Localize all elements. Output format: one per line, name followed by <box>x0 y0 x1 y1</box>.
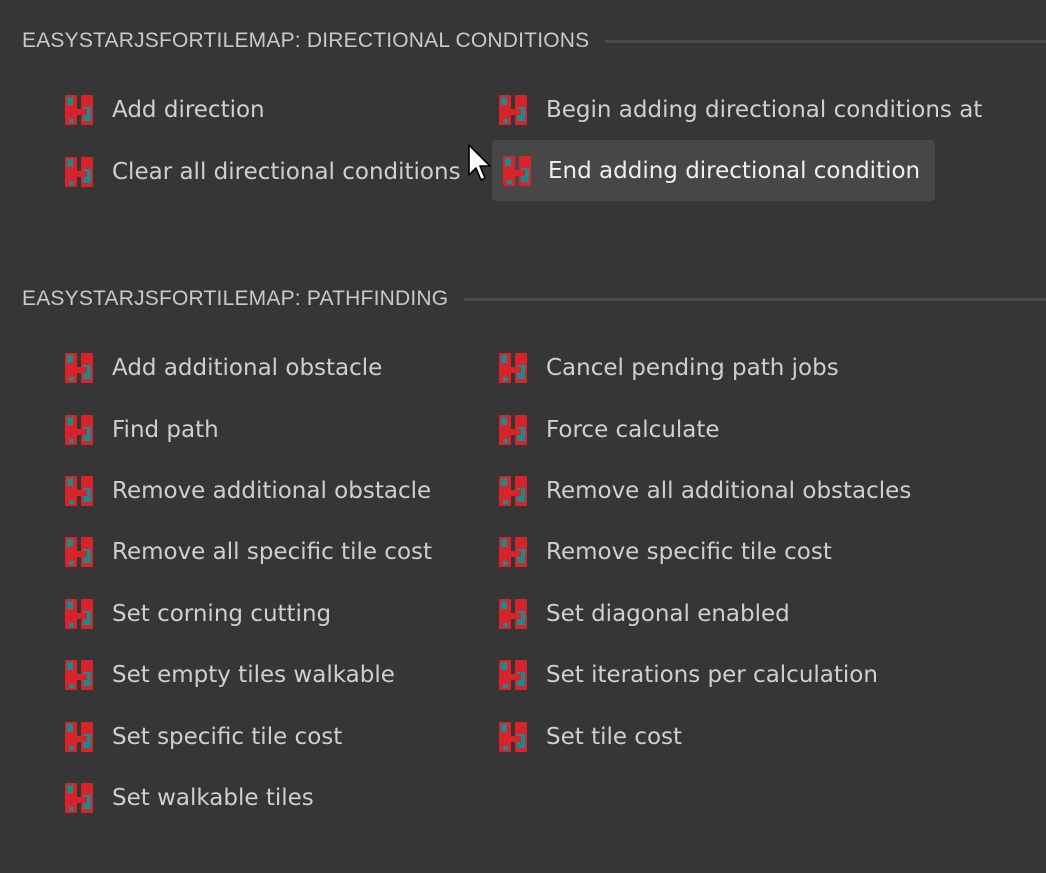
action-label: Set corning cutting <box>112 601 332 627</box>
easystar-extension-icon <box>62 720 96 754</box>
action-end-adding-directional-condition[interactable] <box>492 140 935 201</box>
action-label: Set walkable tiles <box>112 785 314 811</box>
action-remove-additional-obstacle[interactable] <box>54 467 441 515</box>
easystar-extension-icon <box>496 597 530 631</box>
easystar-extension-icon <box>62 93 96 127</box>
action-force-calculate[interactable] <box>488 406 730 454</box>
action-label: Set specific tile cost <box>112 724 343 750</box>
easystar-extension-icon <box>62 351 96 385</box>
action-label: Find path <box>112 417 219 443</box>
action-remove-specific-tile-cost[interactable] <box>488 528 842 576</box>
easystar-extension-icon <box>496 413 530 447</box>
action-set-specific-tile-cost[interactable] <box>54 713 352 761</box>
action-set-empty-tiles-walkable[interactable] <box>54 651 405 699</box>
easystar-extension-icon <box>62 597 96 631</box>
action-label: Set iterations per calculation <box>546 662 878 688</box>
action-label: Set tile cost <box>546 724 683 750</box>
action-label: Remove specific tile cost <box>546 539 832 565</box>
section-header <box>22 284 1046 314</box>
section-title: EASYSTARJSFORTILEMAP: DIRECTIONAL CONDITIONS <box>22 29 590 52</box>
easystar-extension-icon <box>496 474 530 508</box>
action-clear-all-directional-conditions[interactable] <box>54 148 471 196</box>
action-add-additional-obstacle[interactable] <box>54 344 392 392</box>
action-label: Set diagonal enabled <box>546 601 790 627</box>
section-title: EASYSTARJSFORTILEMAP: PATHFINDING <box>22 287 449 310</box>
easystar-extension-icon <box>496 720 530 754</box>
easystar-extension-icon <box>496 535 530 569</box>
action-label: Remove all additional obstacles <box>546 478 912 504</box>
action-add-direction[interactable] <box>54 86 275 134</box>
action-label: Cancel pending path jobs <box>546 355 839 381</box>
action-label: Clear all directional conditions <box>112 159 461 185</box>
action-label: Add direction <box>112 97 265 123</box>
action-set-iterations-per-calculation[interactable] <box>488 651 888 699</box>
easystar-extension-icon <box>62 658 96 692</box>
action-begin-adding-directional-conditions-at[interactable] <box>488 86 992 134</box>
action-set-tile-cost[interactable] <box>488 713 692 761</box>
easystar-extension-icon <box>62 535 96 569</box>
action-remove-all-specific-tile-cost[interactable] <box>54 528 442 576</box>
action-remove-all-additional-obstacles[interactable] <box>488 467 921 515</box>
easystar-extension-icon <box>62 413 96 447</box>
easystar-extension-icon <box>496 351 530 385</box>
mouse-cursor-icon <box>467 143 493 183</box>
action-cancel-pending-path-jobs[interactable] <box>488 344 849 392</box>
easystar-extension-icon <box>62 474 96 508</box>
easystar-extension-icon <box>62 155 96 189</box>
easystar-extension-icon <box>496 93 530 127</box>
easystar-extension-icon <box>500 154 534 188</box>
action-label: End adding directional condition <box>548 157 921 184</box>
easystar-extension-icon <box>62 781 96 815</box>
action-label: Force calculate <box>546 417 720 443</box>
action-label: Remove additional obstacle <box>112 478 432 504</box>
action-label: Add additional obstacle <box>112 355 383 381</box>
section-divider <box>605 40 1046 43</box>
action-set-diagonal-enabled[interactable] <box>488 590 800 638</box>
action-set-corning-cutting[interactable] <box>54 590 341 638</box>
action-label: Remove all specific tile cost <box>112 539 433 565</box>
easystar-extension-icon <box>496 658 530 692</box>
action-label: Begin adding directional conditions at <box>546 97 983 123</box>
action-set-walkable-tiles[interactable] <box>54 774 324 822</box>
action-find-path[interactable] <box>54 406 229 454</box>
section-divider <box>464 298 1046 301</box>
action-label: Set empty tiles walkable <box>112 662 395 688</box>
section-header <box>22 26 1046 56</box>
